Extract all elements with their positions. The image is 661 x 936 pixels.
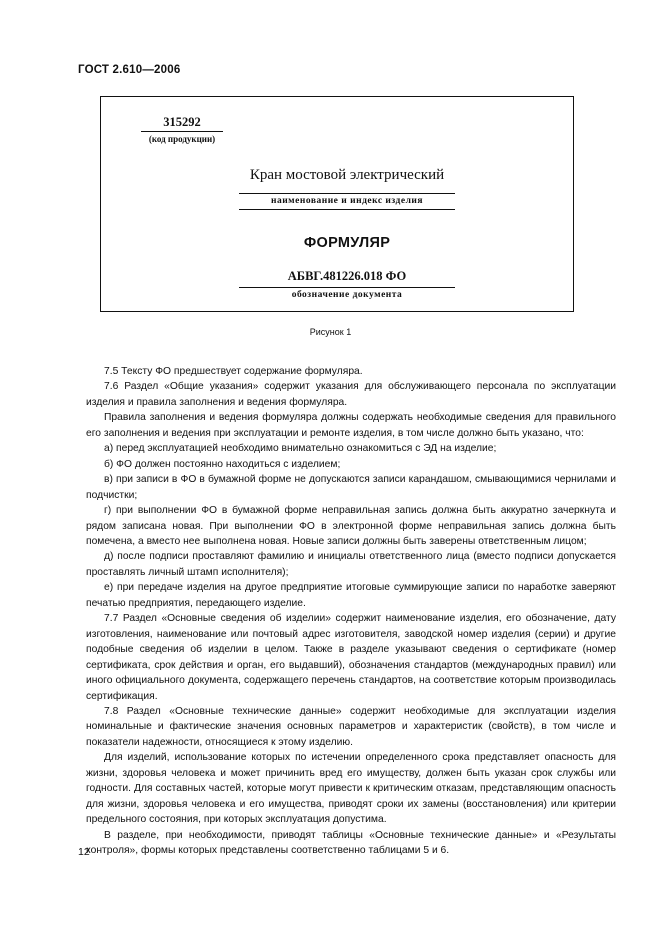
figure-caption: Рисунок 1 <box>309 327 352 337</box>
list-item-g: г) при выполнении ФО в бумажной форме неправильная запись должна быть аккуратно зачеркнута и рядом записана новая. При выполнении ФО в электронной форме неправильная запись должна быть помечена, а вместо нее выполнена новая. Новые записи должны быть заверены ответственным лицом; <box>86 505 616 547</box>
standard-header: ГОСТ 2.610—2006 <box>78 64 181 76</box>
product-name-caption-underline <box>239 209 455 210</box>
paragraph-7-5: 7.5 Тексту ФО предшествует содержание формуляра. <box>104 366 363 377</box>
product-name: Кран мостовой электрический <box>249 167 445 183</box>
product-code: 315292 <box>141 115 223 132</box>
list-item-b: б) ФО должен постоянно находиться с изделием; <box>104 458 341 470</box>
paragraph-tables: В разделе, при необходимости, приводят таблицы «Основные технические данные» и «Результаты контроля», формы которых представлены соответственно таблицами 5 и 6. <box>86 829 616 857</box>
list-item-e: е) при передаче изделия на другое предприятие итоговые суммирующие записи по наработке заверяют печатью предприятия, передающего изделие. <box>86 582 616 609</box>
product-code-block <box>141 115 223 144</box>
paragraph-service-life: Для изделий, использование которых по истечении определенного срока представляет опасность для жизни, здоровья человека и может причинить вред его имуществу, должен быть указан срок службы или годности. Для составных частей, которые могут привести к критическим отказам, представляющим опасность для жизни, здоровья человека и его имущества, приводят сроки их замены (восстановления) или критерии предельного состояния, при которых эксплуатация допустима. <box>86 752 616 826</box>
paragraph-7-8: 7.8 Раздел «Основные технические данные» содержит необходимые для эксплуатации изделия номинальные и фактические значения основных параметров и характеристик (свойств), в том числе и показатели надежности, относящиеся к этому изделию. <box>86 705 616 748</box>
list-item-d: д) после подписи проставляют фамилию и инициалы ответственного лица (вместо подписи допускается проставлять личный штамп исполнителя); <box>86 551 616 578</box>
product-code-caption: (код продукции) <box>148 134 216 144</box>
list-item-a: а) перед эксплуатацией необходимо внимательно ознакомиться с ЭД на изделие; <box>104 443 497 455</box>
product-name-caption: наименование и индекс изделия <box>270 196 424 206</box>
product-name-underline <box>239 193 455 194</box>
document-number-caption: обозначение документа <box>291 290 403 300</box>
document-number: АБВГ.481226.018 ФО <box>287 269 407 283</box>
paragraph-7-7: 7.7 Раздел «Основные сведения об изделии» содержит наименование изделия, его обозначение, дату изготовления, наименование или почтовый адрес изготовителя, заводской номер изделия (серии) и другие подобные сведения об изделии в целом. Также в разделе указывают сведения о сертификате (номер сертификата, срок действия и орган, его выдавший), обозначения стандартов (международных правил) или иного официального документа, содержащего перечень стандартов, на соответствие которым производилась сертификация. <box>86 613 616 702</box>
body-text <box>86 364 616 859</box>
document-number-underline <box>239 287 455 288</box>
page-number: 12 <box>78 846 90 858</box>
title-page-frame <box>100 96 574 312</box>
list-item-v: в) при записи в ФО в бумажной форме не допускаются записи карандашом, смывающимися чернилами и подчистки; <box>86 474 616 501</box>
paragraph-rules: Правила заполнения и ведения формуляра должны содержать необходимые сведения для правильного его заполнения и ведения при эксплуатации и ремонте изделия, в том числе должно быть указано, что: <box>86 412 616 439</box>
paragraph-7-6: 7.6 Раздел «Общие указания» содержит указания для обслуживающего персонала по эксплуатации изделия и правила заполнения и ведения формуляра. <box>86 381 616 408</box>
form-title: ФОРМУЛЯР <box>303 235 391 251</box>
